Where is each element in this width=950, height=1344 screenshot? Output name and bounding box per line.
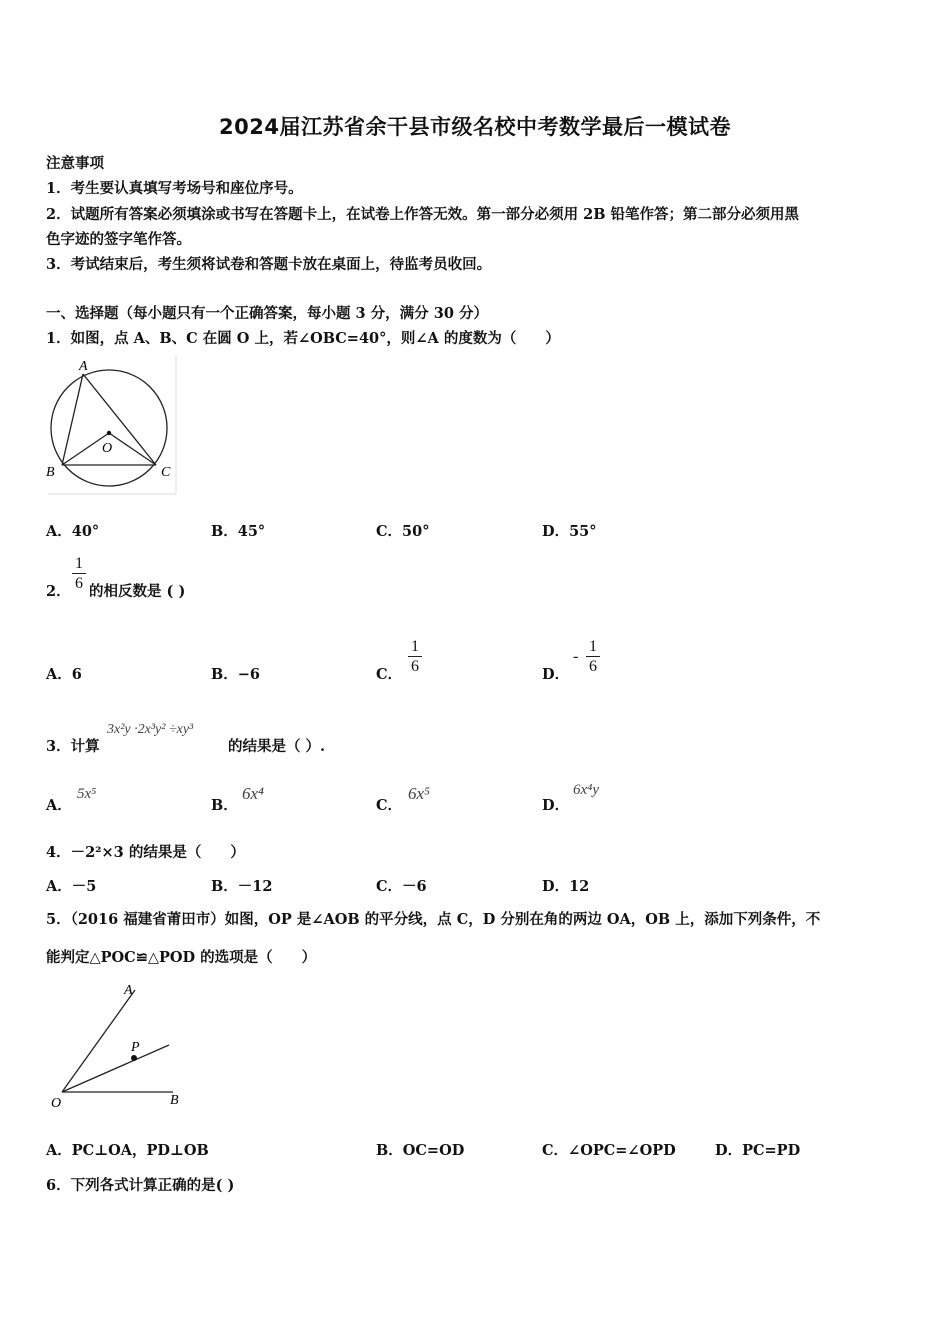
q1-option-d[interactable]: D．55°: [542, 523, 597, 540]
page-title: 2024届江苏省余干县市级名校中考数学最后一模试卷: [219, 115, 731, 139]
q3-option-d-expr: 6x⁴y: [573, 782, 600, 798]
segment-ab: [62, 374, 83, 465]
label-b: B: [46, 465, 55, 480]
q5-option-a[interactable]: A．PC⊥OA，PD⊥OB: [46, 1142, 209, 1159]
q4-option-c[interactable]: C．－6: [376, 878, 427, 895]
segment-ac: [83, 374, 156, 465]
q2-frac-numerator: 1: [75, 555, 83, 572]
q5-stem-line2: 能判定△POC≌△POD 的选项是（ ）: [46, 949, 317, 966]
q1-option-a[interactable]: A．40°: [46, 523, 100, 540]
q1-stem: 1．如图，点 A、B、C 在圆 O 上，若∠OBC=40°，则∠A 的度数为（ ）: [46, 330, 560, 347]
point-o: [107, 431, 111, 435]
circle-o: [51, 370, 167, 486]
q3-option-a-expr: 5x⁵: [77, 786, 97, 802]
q3-option-b-label[interactable]: B．: [211, 797, 238, 814]
label-c: C: [161, 465, 171, 480]
q2-number: 2．: [46, 583, 71, 600]
q3-option-a-label[interactable]: A．: [46, 797, 72, 814]
q5-option-c[interactable]: C．∠OPC=∠OPD: [542, 1142, 676, 1159]
q2-option-d[interactable]: D．: [542, 666, 570, 683]
q2-option-d-fraction: 1 6: [586, 637, 600, 676]
q1-option-c[interactable]: C．50°: [376, 523, 430, 540]
q3-option-b-expr: 6x⁴: [242, 784, 264, 803]
q4-option-d[interactable]: D．12: [542, 878, 590, 895]
q5-stem-line1: 5．（2016 福建省莆田市）如图，OP 是∠AOB 的平分线，点 C，D 分别在角的两边 OA，OB 上，添加下列条件，不: [46, 911, 821, 928]
q3-suffix: 的结果是（ ）.: [228, 738, 326, 755]
q2-stem-tail: 的相反数是 ( ): [89, 583, 186, 600]
q4-stem: 4．－2²×3 的结果是（ ）: [46, 844, 245, 861]
label-a: A: [79, 359, 88, 374]
q5-angle-figure: [44, 978, 194, 1113]
ray-oa: [62, 990, 135, 1092]
notice-item-1: 1．考生要认真填写考场号和座位序号。: [46, 180, 303, 197]
q3-option-c-expr: 6x⁵: [408, 784, 430, 803]
label-a: A: [124, 983, 133, 998]
q2-frac-denominator: 6: [75, 575, 83, 592]
segment-oc: [109, 433, 156, 465]
q1-circle-figure: [44, 352, 180, 498]
q2-option-c[interactable]: C．: [376, 666, 403, 683]
q1-option-b[interactable]: B．45°: [211, 523, 266, 540]
q3-option-c-label[interactable]: C．: [376, 797, 403, 814]
label-p: P: [131, 1040, 140, 1055]
label-o: O: [102, 441, 113, 456]
q2-option-b[interactable]: B．−6: [211, 666, 260, 683]
q2-option-a[interactable]: A．6: [46, 666, 82, 683]
notice-item-2b: 色字迹的签字笔作答。: [46, 231, 191, 248]
notice-heading: 注意事项: [46, 155, 104, 172]
section-heading: 一、选择题（每小题只有一个正确答案，每小题 3 分，满分 30 分）: [46, 305, 488, 322]
label-o: O: [51, 1096, 62, 1111]
q4-option-a[interactable]: A．－5: [46, 878, 97, 895]
label-b: B: [170, 1093, 179, 1108]
q2-option-d-minus: -: [573, 648, 579, 665]
point-p: [131, 1055, 137, 1061]
q5-option-d[interactable]: D．PC=PD: [715, 1142, 801, 1159]
q4-option-b[interactable]: B．－12: [211, 878, 273, 895]
q3-expression: 3x²y ·2x³y² ÷xy³: [107, 722, 194, 737]
q5-option-b[interactable]: B．OC=OD: [376, 1142, 465, 1159]
q3-prefix: 3．计算: [46, 738, 100, 755]
q2-option-c-fraction: 1 6: [408, 637, 422, 676]
q6-stem: 6．下列各式计算正确的是( ): [46, 1177, 235, 1194]
notice-item-3: 3．考试结束后，考生须将试卷和答题卡放在桌面上，待监考员收回。: [46, 256, 492, 273]
q3-option-d-label[interactable]: D．: [542, 797, 570, 814]
notice-item-2a: 2．试题所有答案必须填涂或书写在答题卡上，在试卷上作答无效。第一部分必须用 2B 铅笔作答；第二部分必须用黑: [46, 206, 800, 223]
q2-fraction: [72, 554, 86, 593]
